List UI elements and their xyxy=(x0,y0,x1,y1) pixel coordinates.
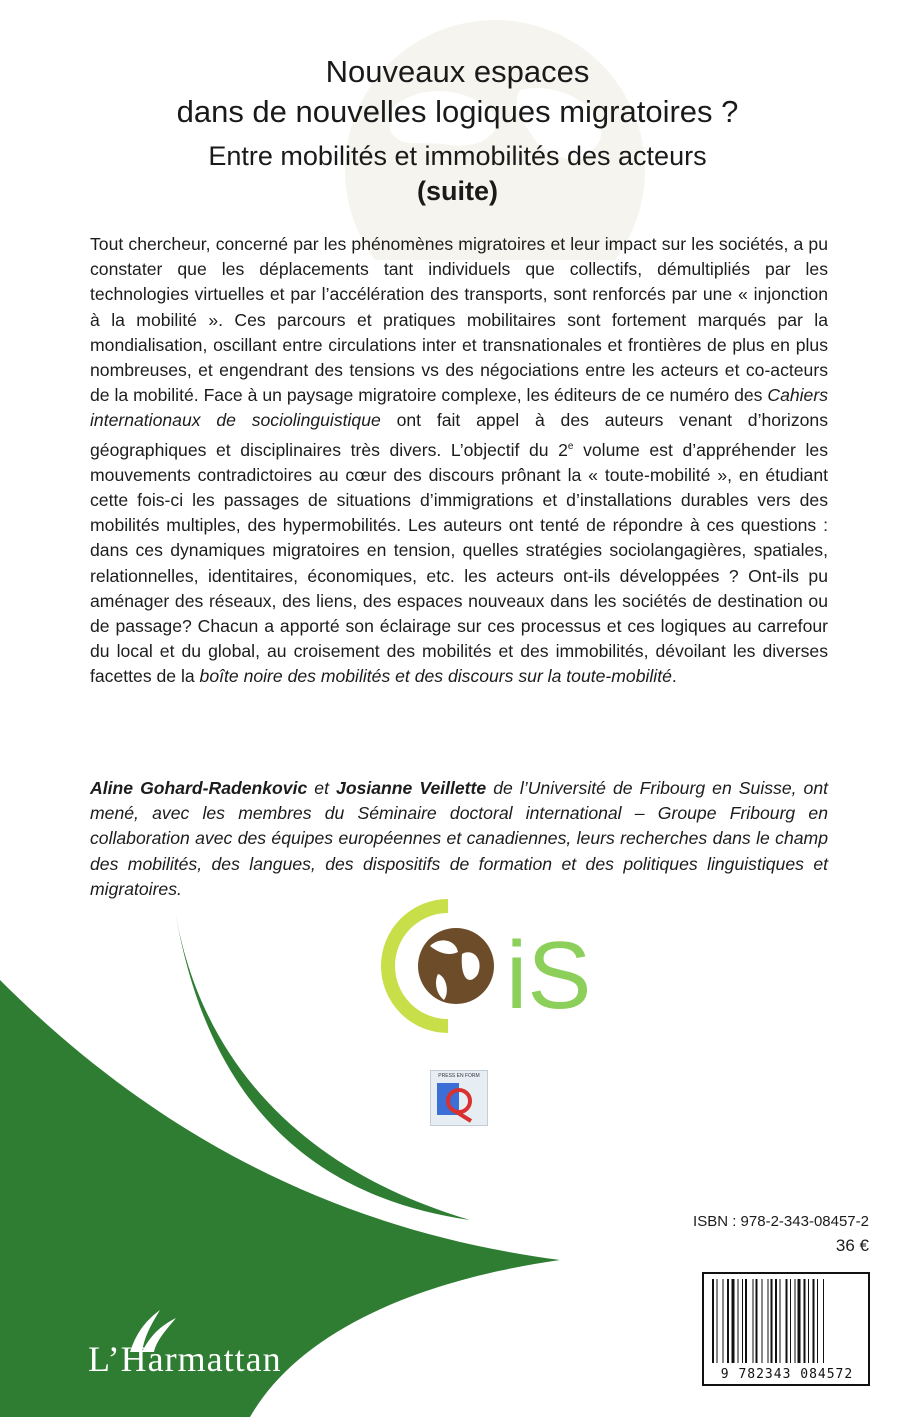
barcode-bar xyxy=(786,1279,788,1363)
barcode-bar xyxy=(727,1279,729,1363)
summary-part-2: ont fait appel à des auteurs venant d’horizons géographiques et disciplinaires très divers. L’objectif du 2 xyxy=(90,410,828,460)
barcode-bar xyxy=(768,1279,769,1363)
barcode-bar xyxy=(712,1279,714,1363)
title-line-2: dans de nouvelles logiques migratoires ? xyxy=(176,94,739,129)
summary-part-3: volume est d’appréhender les mouvements contradictoires au cœur des discours prônant la « toute-mobilité », en étudiant cette fois-ci les passages de situations d’immigrations et d’installations durables vers des mobilités multiples, des hypermobilités. Les auteurs ont tenté de répondre à ces questions : dans ces dynamiques migratoires en tension, quelles stratégies sociolangagières, spatiales, relationnelles, identitaires, économiques, etc. les acteurs ont-ils développées ? Ont-ils pu aménager des réseaux, des liens, des espaces nouveaux dans les sociétés de destination ou de passage? Chacun a apporté son éclairage sur ces processus et ces logiques au carrefour du local et du global, au croisement des mobilités et des immobilités, dévoilant les diverses facettes de la xyxy=(90,439,828,687)
barcode-bar xyxy=(738,1279,739,1363)
subtitle: Entre mobilités et immobilités des acteurs xyxy=(208,141,707,171)
barcode-bar xyxy=(771,1279,773,1363)
barcode-bar xyxy=(717,1279,718,1363)
barcode-bar xyxy=(790,1279,791,1363)
press-badge-label: PRESS EN FORM xyxy=(438,1073,480,1079)
barcode-bar xyxy=(804,1279,806,1363)
barcode-bar xyxy=(823,1279,824,1363)
barcode-bar xyxy=(808,1279,809,1363)
barcode-bar xyxy=(798,1279,801,1363)
barcode-bar xyxy=(732,1279,735,1363)
price: 36 € xyxy=(835,1236,869,1255)
barcode xyxy=(702,1272,870,1386)
author-1: Aline Gohard-Radenkovic xyxy=(90,778,308,798)
cis-text: iS xyxy=(506,922,592,1029)
isbn: ISBN : 978-2-343-08457-2 xyxy=(693,1213,869,1230)
authors-paragraph xyxy=(90,776,828,902)
barcode-bar xyxy=(742,1279,743,1363)
suite-label: (suite) xyxy=(417,176,498,206)
author-and: et xyxy=(307,778,337,798)
author-2: Josianne Veillette xyxy=(336,778,487,798)
publisher-logo: L’Harmattan xyxy=(88,1339,282,1379)
barcode-bar xyxy=(745,1279,747,1363)
summary-part-1: Tout chercheur, concerné par les phénomènes migratoires et leur impact sur les sociétés, a pu constater que les déplacements tant individuels que collectifs, démultipliés par les technologies virtuelles et par l’accélération des transports, sont renforcés par une « injonction à la mobilité ». Ces parcours et pratiques mobilitaires sont fortement marqués par la mondialisation, oscillant entre circulations inter et transnationales et frontières de plus en plus nombreuses, et engendrant des tensions vs des négociations entre les acteurs et co-acteurs de la mobilité. Face à un paysage migratoire complexe, les éditeurs de ce numéro des xyxy=(90,234,828,406)
authors-bio: de l’Université de Fribourg en Suisse, ont mené, avec les membres du Séminaire doctoral international – Groupe Fribourg en collaboration avec des équipes européennes et canadiennes, leurs recherches dans le champ des mobilités, des langues, des dispositifs de formation et des politiques linguistiques et migratoires. xyxy=(90,778,829,899)
barcode-bars xyxy=(712,1279,862,1363)
title-block xyxy=(0,52,915,208)
summary-text xyxy=(90,232,828,690)
title-line-1: Nouveaux espaces xyxy=(325,54,590,89)
press-badge-icon xyxy=(431,1071,487,1125)
barcode-digits: 9 782343 084572 xyxy=(720,1367,854,1382)
barcode-bar xyxy=(723,1279,724,1363)
cis-logo xyxy=(378,896,598,1036)
barcode-bar xyxy=(795,1279,796,1363)
barcode-bar xyxy=(756,1279,758,1363)
summary-end: . xyxy=(671,666,677,687)
barcode-bar xyxy=(817,1279,818,1363)
journal-title: Cahiers internationaux de sociolinguistique xyxy=(90,385,828,431)
barcode-bar xyxy=(780,1279,781,1363)
ordinal-sup: e xyxy=(567,440,574,452)
barcode-bar xyxy=(775,1279,777,1363)
barcode-bar xyxy=(762,1279,763,1363)
blackbox-phrase: boîte noire des mobilités et des discours sur la toute-mobilité xyxy=(199,666,672,687)
press-badge xyxy=(430,1070,488,1126)
barcode-bar xyxy=(813,1279,815,1363)
barcode-bar xyxy=(753,1279,754,1363)
